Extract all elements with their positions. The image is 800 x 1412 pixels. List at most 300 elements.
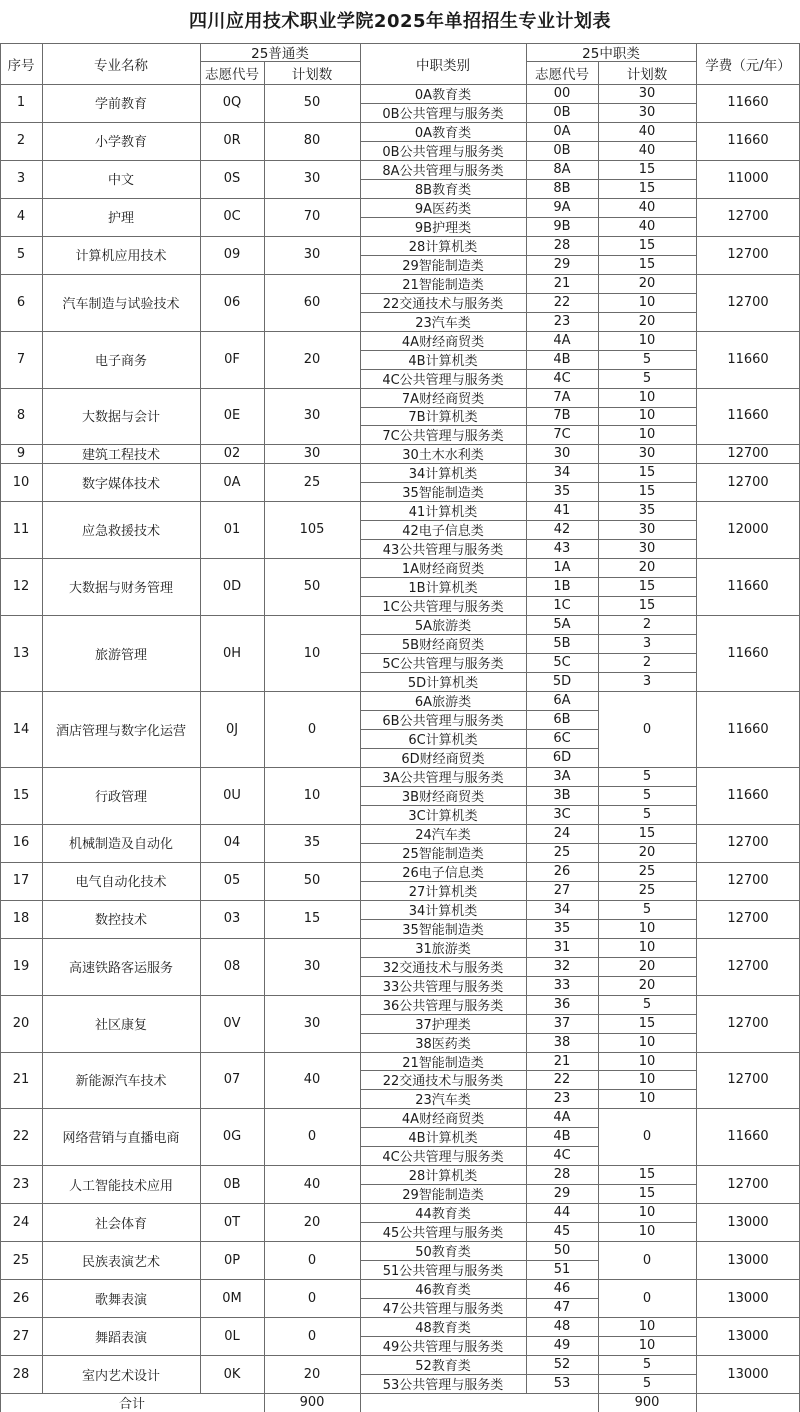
vocational-plan: 20 — [638, 977, 656, 993]
vocational-category: 3C计算机类 — [408, 808, 478, 824]
vocational-plan: 15 — [638, 1015, 656, 1031]
vocational-plan: 5 — [642, 370, 652, 386]
vocational-category: 6A旅游类 — [414, 695, 472, 711]
sub-row-line — [598, 255, 696, 256]
tuition: 12700 — [727, 911, 769, 927]
vocational-code: 0B — [553, 142, 571, 158]
vocational-category: 5B财经商贸类 — [401, 638, 485, 654]
sub-row-line — [360, 710, 598, 711]
vocational-code: 38 — [553, 1034, 571, 1050]
row-index: 5 — [16, 247, 26, 263]
vocational-plan: 20 — [638, 958, 656, 974]
tuition: 13000 — [727, 1214, 769, 1230]
major-name: 电子商务 — [94, 353, 147, 369]
vocational-code: 6B — [553, 712, 571, 728]
major-name: 数字媒体技术 — [81, 476, 160, 492]
vocational-plan: 10 — [638, 294, 656, 310]
vocational-category: 37护理类 — [415, 1017, 471, 1033]
vocational-code: 7A — [553, 389, 571, 405]
vocational-plan: 10 — [638, 332, 656, 348]
row-index: 3 — [16, 171, 26, 187]
header-general-code: 志愿代号 — [205, 66, 259, 83]
vocational-code: 5C — [553, 655, 571, 671]
tuition: 11660 — [727, 133, 769, 149]
sub-row-line — [598, 805, 696, 806]
vocational-category: 34计算机类 — [408, 903, 478, 919]
sub-row-line — [598, 217, 696, 218]
vocational-code: 00 — [553, 85, 571, 101]
vocational-plan: 10 — [638, 408, 656, 424]
vocational-code: 29 — [553, 256, 571, 272]
vocational-plan: 15 — [638, 579, 656, 595]
vocational-category: 8A公共管理与服务类 — [382, 163, 504, 179]
vocational-category: 51公共管理与服务类 — [382, 1264, 504, 1280]
sub-row-line — [598, 482, 696, 483]
vocational-category: 42电子信息类 — [402, 524, 484, 540]
header-column-line — [598, 61, 599, 84]
row-index: 15 — [12, 787, 30, 803]
sub-row-line — [598, 1184, 696, 1185]
row-index: 8 — [16, 408, 26, 424]
vocational-category: 4A财经商贸类 — [401, 334, 485, 350]
vocational-code: 5D — [552, 674, 572, 690]
header-column-line — [200, 43, 201, 84]
sub-row-line — [360, 729, 598, 730]
header-column-line — [360, 43, 361, 84]
vocational-category: 26电子信息类 — [402, 865, 484, 881]
vocational-plan: 15 — [638, 825, 656, 841]
vocational-plan: 10 — [638, 1224, 656, 1240]
vocational-category: 23汽车类 — [415, 1093, 471, 1109]
header-vocational-category: 中职类别 — [416, 57, 470, 74]
sub-row-line — [360, 596, 598, 597]
vocational-category: 5D计算机类 — [407, 676, 479, 692]
general-code: 0D — [222, 579, 242, 595]
vocational-code: 53 — [553, 1376, 571, 1391]
header-general-group: 25普通类 — [251, 46, 309, 61]
vocational-code: 24 — [553, 825, 571, 841]
general-code: 0C — [223, 209, 241, 225]
vocational-category: 5A旅游类 — [414, 619, 472, 635]
general-code: 02 — [223, 446, 241, 462]
sub-row-line — [598, 1014, 696, 1015]
vocational-plan-merged: 0 — [642, 1252, 652, 1268]
vocational-code: 23 — [553, 1091, 571, 1107]
vocational-category: 0A教育类 — [414, 87, 472, 103]
sub-row-line — [598, 1222, 696, 1223]
vocational-code: 7C — [553, 427, 571, 443]
general-code: 0H — [222, 645, 242, 661]
major-name: 社区康复 — [94, 1017, 147, 1033]
vocational-code: 7B — [553, 408, 571, 424]
vocational-category: 21智能制造类 — [402, 277, 484, 293]
vocational-code: 45 — [553, 1224, 571, 1240]
vocational-plan: 5 — [642, 768, 652, 784]
total-column-line — [598, 1393, 599, 1412]
sub-row-line — [598, 786, 696, 787]
header-column-line — [526, 43, 527, 84]
header-index: 序号 — [7, 57, 35, 74]
vocational-category: 53公共管理与服务类 — [382, 1378, 504, 1393]
vocational-category: 4B计算机类 — [408, 353, 478, 369]
sub-row-line — [360, 919, 598, 920]
vocational-plan: 25 — [638, 863, 656, 879]
vocational-plan: 5 — [642, 787, 652, 803]
total-column-line — [696, 1393, 697, 1412]
header-split-line — [200, 61, 360, 62]
page-title: 四川应用技术职业学院2025年单招招生专业计划表 — [188, 11, 612, 32]
sub-row-line — [360, 805, 598, 806]
row-index: 4 — [16, 209, 26, 225]
sub-row-line — [598, 957, 696, 958]
tuition: 11000 — [727, 171, 769, 187]
vocational-category: 0B公共管理与服务类 — [382, 144, 504, 160]
vocational-code: 3A — [553, 768, 571, 784]
major-name: 歌舞表演 — [94, 1292, 147, 1308]
row-index: 13 — [12, 645, 30, 661]
header-column-line — [42, 43, 43, 84]
vocational-category: 28计算机类 — [408, 1169, 478, 1185]
vocational-category: 4A财经商贸类 — [401, 1112, 485, 1128]
general-plan: 70 — [303, 209, 321, 225]
tuition: 12700 — [727, 446, 769, 462]
sub-row-line — [360, 217, 598, 218]
sub-row-line — [360, 653, 598, 654]
vocational-category: 31旅游类 — [415, 941, 471, 957]
vocational-plan: 10 — [638, 1338, 656, 1354]
vocational-plan: 15 — [638, 180, 656, 196]
vocational-category: 0A教育类 — [414, 125, 472, 141]
major-name: 高速铁路客运服务 — [68, 960, 173, 976]
sub-row-line — [360, 843, 598, 844]
vocational-code: 6D — [552, 749, 572, 765]
header-column-line — [264, 61, 265, 84]
vocational-category: 9B护理类 — [414, 220, 472, 236]
vocational-code: 34 — [553, 465, 571, 481]
vocational-plan: 20 — [638, 844, 656, 860]
major-name: 汽车制造与试验技术 — [62, 296, 180, 312]
vocational-plan: 30 — [638, 85, 656, 101]
general-plan: 30 — [303, 446, 321, 462]
vocational-code: 9B — [553, 218, 571, 234]
general-plan: 25 — [303, 474, 321, 490]
row-index: 23 — [12, 1176, 30, 1192]
tuition: 13000 — [727, 1328, 769, 1344]
vocational-code: 6C — [553, 730, 571, 746]
vocational-plan: 15 — [638, 484, 656, 500]
tuition: 12700 — [727, 247, 769, 263]
row-index: 14 — [12, 721, 30, 737]
vocational-category: 6C计算机类 — [408, 732, 478, 748]
vocational-code: 28 — [553, 1167, 571, 1183]
total-column-line — [264, 1393, 265, 1412]
total-general-plan: 900 — [299, 1395, 325, 1410]
vocational-plan: 5 — [642, 806, 652, 822]
sub-row-line — [598, 672, 696, 673]
vocational-plan: 5 — [642, 351, 652, 367]
sub-row-line — [598, 1374, 696, 1375]
general-plan: 30 — [303, 171, 321, 187]
general-plan: 60 — [303, 294, 321, 310]
vocational-plan: 20 — [638, 313, 656, 329]
vocational-plan: 3 — [642, 636, 652, 652]
vocational-category: 8B教育类 — [414, 182, 472, 198]
body-column-line — [360, 84, 361, 1393]
sub-row-line — [360, 539, 598, 540]
vocational-code: 22 — [553, 294, 571, 310]
vocational-category: 44教育类 — [415, 1207, 471, 1223]
vocational-code: 0B — [553, 104, 571, 120]
sub-row-line — [360, 520, 598, 521]
major-name: 社会体育 — [94, 1216, 147, 1232]
vocational-code: 48 — [553, 1319, 571, 1335]
sub-row-line — [360, 407, 598, 408]
sub-row-line — [598, 843, 696, 844]
sub-row-line — [598, 596, 696, 597]
general-code: 0M — [222, 1290, 242, 1306]
sub-row-line — [360, 350, 598, 351]
vocational-code: 3C — [553, 806, 571, 822]
tuition: 11660 — [727, 351, 769, 367]
row-index: 24 — [12, 1214, 30, 1230]
general-plan: 30 — [303, 958, 321, 974]
vocational-category: 4B计算机类 — [408, 1131, 478, 1147]
vocational-code: 5A — [553, 617, 571, 633]
vocational-code: 23 — [553, 313, 571, 329]
general-code: 0V — [223, 1015, 241, 1031]
major-name: 民族表演艺术 — [81, 1254, 160, 1270]
total-column-line — [360, 1393, 361, 1412]
vocational-plan: 20 — [638, 275, 656, 291]
vocational-code: 0A — [553, 123, 571, 139]
vocational-code: 34 — [553, 901, 571, 917]
vocational-category: 49公共管理与服务类 — [382, 1340, 504, 1356]
header-general-plan: 计划数 — [291, 66, 333, 83]
vocational-plan-merged: 0 — [642, 721, 652, 737]
general-code: 0F — [224, 351, 240, 367]
vocational-plan: 15 — [638, 1167, 656, 1183]
vocational-plan: 10 — [638, 920, 656, 936]
row-index: 27 — [12, 1328, 30, 1344]
sub-row-line — [360, 369, 598, 370]
major-name: 中文 — [107, 173, 134, 189]
major-name: 学前教育 — [94, 97, 147, 113]
vocational-plan: 30 — [638, 522, 656, 538]
vocational-category: 4C公共管理与服务类 — [382, 372, 504, 388]
vocational-category: 6B公共管理与服务类 — [382, 714, 504, 729]
vocational-plan: 5 — [642, 996, 652, 1012]
vocational-plan: 10 — [638, 939, 656, 955]
vocational-plan: 15 — [638, 161, 656, 177]
general-plan: 40 — [303, 1072, 321, 1088]
tuition: 12700 — [727, 294, 769, 310]
general-code: 01 — [223, 522, 241, 538]
row-index: 18 — [12, 911, 30, 927]
vocational-code: 4A — [553, 1110, 571, 1126]
general-code: 05 — [223, 873, 241, 889]
vocational-plan: 40 — [638, 142, 656, 158]
sub-row-line — [360, 1014, 598, 1015]
vocational-category: 7C公共管理与服务类 — [382, 429, 504, 445]
sub-row-line — [360, 786, 598, 787]
vocational-code: 1B — [553, 579, 571, 595]
general-code: 0L — [224, 1328, 240, 1344]
vocational-code: 49 — [553, 1338, 571, 1354]
row-index: 11 — [12, 522, 30, 538]
general-code: 03 — [223, 911, 241, 927]
vocational-category: 28计算机类 — [408, 239, 478, 255]
vocational-code: 8A — [553, 161, 571, 177]
general-code: 0K — [223, 1366, 241, 1382]
major-name: 行政管理 — [94, 789, 147, 805]
vocational-code: 6A — [553, 693, 571, 709]
row-index: 17 — [12, 873, 30, 889]
body-column-line — [598, 84, 599, 1393]
general-code: 09 — [223, 247, 241, 263]
general-plan: 35 — [303, 835, 321, 851]
vocational-plan: 15 — [638, 598, 656, 614]
general-plan: 105 — [299, 522, 325, 538]
vocational-code: 27 — [553, 882, 571, 898]
vocational-category: 24汽车类 — [415, 827, 471, 843]
general-plan: 20 — [303, 351, 321, 367]
sub-row-line — [360, 957, 598, 958]
sub-row-line — [360, 482, 598, 483]
major-name: 酒店管理与数字化运营 — [55, 723, 186, 739]
vocational-code: 46 — [553, 1281, 571, 1297]
vocational-plan: 30 — [638, 541, 656, 557]
general-plan: 15 — [303, 911, 321, 927]
sub-row-line — [598, 293, 696, 294]
sub-row-line — [360, 1184, 598, 1185]
body-column-line — [696, 84, 697, 1393]
vocational-code: 47 — [553, 1300, 571, 1316]
general-code: 08 — [223, 958, 241, 974]
vocational-category: 25智能制造类 — [402, 846, 484, 862]
sub-row-line — [360, 179, 598, 180]
vocational-category: 1B计算机类 — [408, 581, 478, 597]
major-name: 大数据与会计 — [81, 410, 160, 426]
vocational-category: 34计算机类 — [408, 467, 478, 483]
vocational-code: 4B — [553, 1129, 571, 1145]
vocational-code: 1C — [553, 598, 571, 614]
vocational-code: 36 — [553, 996, 571, 1012]
vocational-plan: 10 — [638, 1091, 656, 1107]
body-column-line — [200, 84, 201, 1393]
major-name: 计算机应用技术 — [75, 249, 167, 265]
vocational-plan: 5 — [642, 1357, 652, 1373]
major-name: 大数据与财务管理 — [68, 581, 173, 597]
vocational-code: 35 — [553, 920, 571, 936]
vocational-category: 21智能制造类 — [402, 1055, 484, 1071]
row-index: 20 — [12, 1015, 30, 1031]
general-code: 06 — [223, 294, 241, 310]
sub-row-line — [360, 141, 598, 142]
sub-row-line — [598, 1336, 696, 1337]
vocational-code: 9A — [553, 199, 571, 215]
vocational-plan: 40 — [638, 123, 656, 139]
row-index: 10 — [12, 474, 30, 490]
vocational-category: 35智能制造类 — [402, 922, 484, 938]
vocational-plan: 10 — [638, 427, 656, 443]
header-column-line — [696, 43, 697, 84]
vocational-code: 22 — [553, 1072, 571, 1088]
sub-row-line — [360, 1070, 598, 1071]
sub-row-line — [360, 293, 598, 294]
sub-row-line — [360, 1336, 598, 1337]
sub-row-line — [360, 1033, 598, 1034]
general-plan: 80 — [303, 133, 321, 149]
vocational-code: 1A — [553, 560, 571, 576]
general-code: 0Q — [222, 95, 242, 111]
tuition: 13000 — [727, 1366, 769, 1382]
vocational-code: 21 — [553, 275, 571, 291]
general-plan: 50 — [303, 579, 321, 595]
sub-row-line — [598, 425, 696, 426]
row-index: 9 — [16, 446, 26, 462]
vocational-category: 29智能制造类 — [402, 258, 484, 274]
general-plan: 30 — [303, 408, 321, 424]
tuition: 12700 — [727, 1176, 769, 1192]
general-code: 0B — [223, 1176, 241, 1192]
vocational-plan: 35 — [638, 503, 656, 519]
vocational-code: 4C — [553, 370, 571, 386]
vocational-category: 4C公共管理与服务类 — [382, 1150, 504, 1166]
tuition: 12700 — [727, 835, 769, 851]
sub-row-line — [360, 1127, 598, 1128]
major-name: 应急救援技术 — [81, 524, 160, 540]
vocational-category: 52教育类 — [415, 1359, 471, 1375]
vocational-plan: 15 — [638, 465, 656, 481]
general-plan: 10 — [303, 645, 321, 661]
tuition: 12700 — [727, 873, 769, 889]
major-name: 室内艺术设计 — [81, 1368, 160, 1384]
major-name: 新能源汽车技术 — [75, 1074, 167, 1090]
vocational-plan: 40 — [638, 199, 656, 215]
vocational-plan: 15 — [638, 1186, 656, 1202]
total-label: 合计 — [118, 1397, 145, 1412]
general-code: 04 — [223, 835, 241, 851]
sub-row-line — [598, 577, 696, 578]
vocational-code: 28 — [553, 237, 571, 253]
vocational-category: 30土木水利类 — [402, 448, 484, 464]
sub-row-line — [598, 179, 696, 180]
sub-row-line — [598, 634, 696, 635]
vocational-code: 21 — [553, 1053, 571, 1069]
sub-row-line — [598, 653, 696, 654]
vocational-category: 5C公共管理与服务类 — [382, 657, 504, 673]
vocational-code: 35 — [553, 484, 571, 500]
sub-row-line — [360, 1374, 598, 1375]
vocational-plan: 10 — [638, 1319, 656, 1335]
major-name: 网络营销与直播电商 — [62, 1131, 180, 1147]
vocational-category: 1C公共管理与服务类 — [382, 600, 504, 616]
sub-row-line — [598, 539, 696, 540]
vocational-category: 3B财经商贸类 — [401, 789, 485, 805]
general-plan: 30 — [303, 247, 321, 263]
vocational-plan-merged: 0 — [642, 1290, 652, 1306]
vocational-plan: 10 — [638, 1053, 656, 1069]
row-index: 16 — [12, 835, 30, 851]
tuition: 12000 — [727, 522, 769, 538]
row-index: 21 — [12, 1072, 30, 1088]
major-name: 建筑工程技术 — [81, 448, 160, 464]
vocational-plan: 30 — [638, 446, 656, 462]
general-plan: 0 — [307, 1252, 317, 1268]
row-index: 7 — [16, 351, 26, 367]
tuition: 11660 — [727, 787, 769, 803]
tuition: 12700 — [727, 474, 769, 490]
